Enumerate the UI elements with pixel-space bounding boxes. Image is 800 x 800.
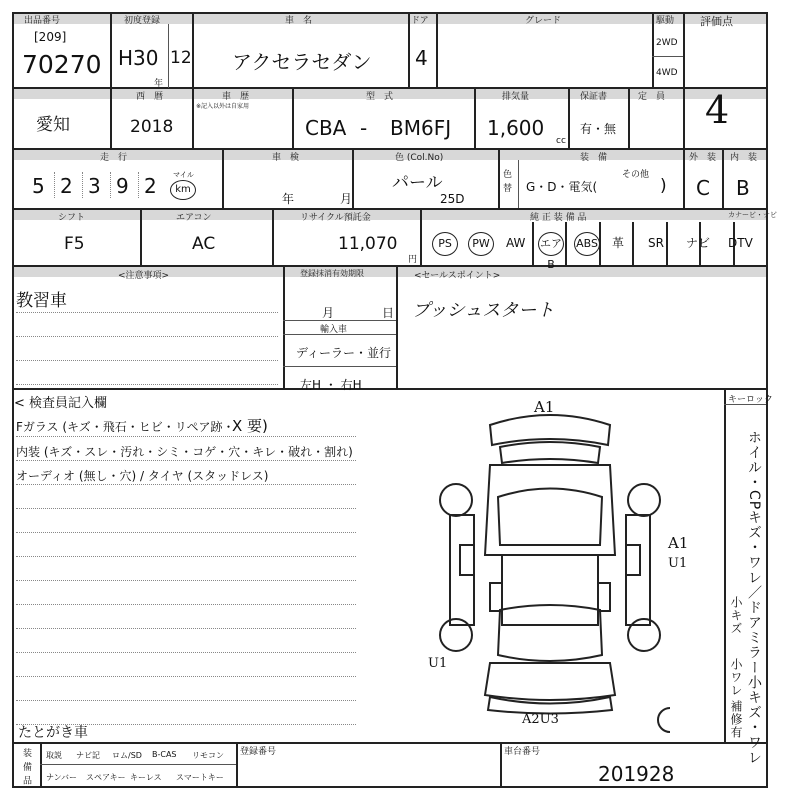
equipment-aw: AW bbox=[506, 236, 526, 250]
reg-no-label: 登録番号 bbox=[240, 747, 277, 757]
color-code: 25D bbox=[440, 192, 465, 206]
drive-header: 駆動 bbox=[656, 16, 675, 26]
keylock-header: キーロック bbox=[728, 395, 773, 405]
mileage-digit: 3 bbox=[88, 174, 101, 198]
vehicle-class-sub: ※記入以外は自家用 bbox=[196, 103, 250, 110]
fuel-close: ) bbox=[660, 176, 667, 196]
era-unit: 年 bbox=[154, 79, 164, 89]
score-value: 4 bbox=[705, 88, 730, 132]
footer-item: リモコン bbox=[192, 751, 224, 760]
grade-header: グレード bbox=[525, 16, 562, 26]
mileage-header: 走 行 bbox=[100, 153, 128, 163]
displacement-header: 排気量 bbox=[502, 92, 530, 102]
inspection-month-label: 月 bbox=[340, 192, 353, 206]
recycle-value: 11,070 bbox=[338, 234, 398, 254]
fuel-type: G・D・電気( bbox=[526, 180, 598, 194]
drive-2wd: 2WD bbox=[656, 38, 678, 48]
genuine-equipment-header: 純 正 装 備 品 bbox=[530, 213, 587, 223]
mileage-unit: km bbox=[170, 180, 196, 200]
model-dash: - bbox=[360, 116, 368, 140]
front-damage-mark: A1 bbox=[534, 398, 555, 416]
interior-grade: B bbox=[736, 176, 750, 200]
shift-header: シフト bbox=[58, 213, 86, 223]
car-diagram bbox=[430, 405, 670, 735]
options-header: 装 備 bbox=[580, 153, 608, 163]
month: 12 bbox=[170, 48, 192, 68]
frame-bottom bbox=[12, 786, 768, 788]
model-prefix: CBA bbox=[305, 116, 347, 140]
inspector-line-2: 内装 (キズ・スレ・汚れ・シミ・コゲ・穴・キレ・破れ・割れ) bbox=[16, 445, 353, 459]
score-header: 評価点 bbox=[700, 15, 733, 28]
inspector-mark: X 要) bbox=[232, 417, 268, 435]
footer-item: ロム/SD bbox=[112, 751, 142, 760]
lot-top-code: [209] bbox=[34, 30, 67, 44]
footer-label: 装 備 品 bbox=[21, 748, 31, 786]
doors: 4 bbox=[415, 46, 428, 70]
inspection-year-label: 年 bbox=[282, 192, 295, 206]
import-header: 輸入車 bbox=[320, 325, 348, 335]
mileage-digit: 9 bbox=[116, 174, 129, 198]
aircon-header: エアコン bbox=[176, 213, 212, 223]
inspection-header: 車 検 bbox=[272, 153, 300, 163]
right-damage-mark: A1 bbox=[668, 534, 689, 552]
shift-value: F5 bbox=[64, 234, 85, 254]
dealer-parallel: ディーラー・並行 bbox=[296, 346, 392, 360]
car-name: アクセラセダン bbox=[232, 50, 372, 74]
side-small-2: 小ワレ bbox=[729, 658, 743, 697]
footer-item: B-CAS bbox=[152, 750, 177, 759]
footer-item: ナンバー bbox=[46, 773, 78, 782]
footer-item: キーレス bbox=[130, 773, 162, 782]
capacity-header: 定 員 bbox=[638, 92, 666, 102]
notes-text: 教習車 bbox=[16, 291, 67, 311]
car-navi-header: カナービ・ナビ bbox=[728, 211, 777, 219]
prefecture: 愛知 bbox=[36, 115, 70, 135]
footer-item: ナビ記 bbox=[76, 751, 100, 760]
plate-expiry-header: 登録抹消有効期限 bbox=[300, 269, 364, 278]
interior-header: 内 装 bbox=[730, 153, 758, 163]
right-damage-sub: U1 bbox=[668, 556, 688, 571]
color-name: パール bbox=[392, 173, 443, 193]
first-reg-header: 初度登録 bbox=[124, 16, 161, 26]
notes-header: <注意事項> bbox=[118, 271, 170, 281]
equipment-abs: ABS bbox=[574, 232, 600, 256]
mileage-digit: 5 bbox=[32, 174, 45, 198]
inspector-line-1: Fガラス (キズ・飛石・ヒビ・リペア跡・ bbox=[16, 420, 235, 434]
recycle-header: リサイクル預託金 bbox=[300, 213, 371, 223]
displacement: 1,600 bbox=[487, 116, 545, 140]
model-header: 型 式 bbox=[366, 92, 394, 102]
mileage-digit: 2 bbox=[60, 174, 73, 198]
sales-point-text: プッシュスタート bbox=[412, 300, 555, 321]
month-label: 月 bbox=[322, 306, 335, 320]
cc-unit: cc bbox=[556, 136, 566, 146]
car-name-header: 車 名 bbox=[285, 16, 313, 26]
equipment-ナビ: ナビ bbox=[686, 236, 711, 250]
drive-4wd: 4WD bbox=[656, 68, 678, 78]
auction-no-header: 出品番号 bbox=[24, 16, 61, 26]
year: 2018 bbox=[130, 117, 174, 137]
vehicle-class-header: 車 歴 bbox=[222, 92, 250, 102]
side-small-1: 小キズ bbox=[729, 596, 743, 635]
aircon-value: AC bbox=[192, 234, 216, 254]
color-header: 色 (Col.No) bbox=[395, 153, 444, 163]
warranty: 有・無 bbox=[580, 122, 617, 136]
mile-label: マイル bbox=[173, 171, 194, 179]
year-header: 西 暦 bbox=[136, 92, 164, 102]
chassis-label: 車台番号 bbox=[504, 747, 541, 757]
footer-item: スペアキー bbox=[86, 773, 126, 782]
exterior-header: 外 装 bbox=[689, 153, 717, 163]
footer-handwritten: たとがき車 bbox=[18, 725, 88, 741]
mileage-digit: 2 bbox=[144, 174, 157, 198]
yen-mark: 円 bbox=[408, 255, 418, 265]
era: H30 bbox=[118, 46, 159, 70]
sales-point-header: <セールスポイント> bbox=[414, 271, 501, 281]
equipment-ps: PS bbox=[432, 232, 458, 256]
model-code: BM6FJ bbox=[390, 116, 452, 140]
inspector-header: < 検査員記入欄 bbox=[14, 396, 108, 411]
footer-item: スマートキー bbox=[176, 773, 224, 782]
lot-number: 70270 bbox=[22, 50, 102, 79]
equipment-sr: SR bbox=[648, 236, 664, 250]
chassis-number: 201928 bbox=[598, 762, 675, 786]
color-change-label: 色 替 bbox=[503, 170, 513, 194]
left-right-handle: 左H ・ 右H bbox=[300, 378, 362, 392]
equipment-dtv: DTV bbox=[728, 236, 753, 250]
equipment-革: 革 bbox=[612, 236, 625, 250]
left-damage-mark: U1 bbox=[428, 656, 448, 671]
exterior-grade: C bbox=[696, 176, 710, 200]
inspector-line-3: オーディオ (無し・穴) / タイヤ (スタッドレス) bbox=[16, 469, 269, 483]
day-label: 日 bbox=[382, 306, 395, 320]
warranty-header: 保証書 bbox=[580, 92, 608, 102]
doors-header: ドア bbox=[411, 16, 429, 26]
equipment-pw: PW bbox=[468, 232, 494, 256]
side-vertical-note: ホイル・CPキズ・ワレ／ドアミラー小キズ・ワレ bbox=[746, 430, 762, 766]
footer-item: 取説 bbox=[46, 751, 62, 760]
equipment-エアb: エアB bbox=[538, 232, 564, 256]
repair-note: 補修有 bbox=[729, 700, 743, 739]
fuel-other-label: その他 bbox=[622, 170, 650, 180]
rear-damage-mark: A2U3 bbox=[522, 712, 559, 727]
